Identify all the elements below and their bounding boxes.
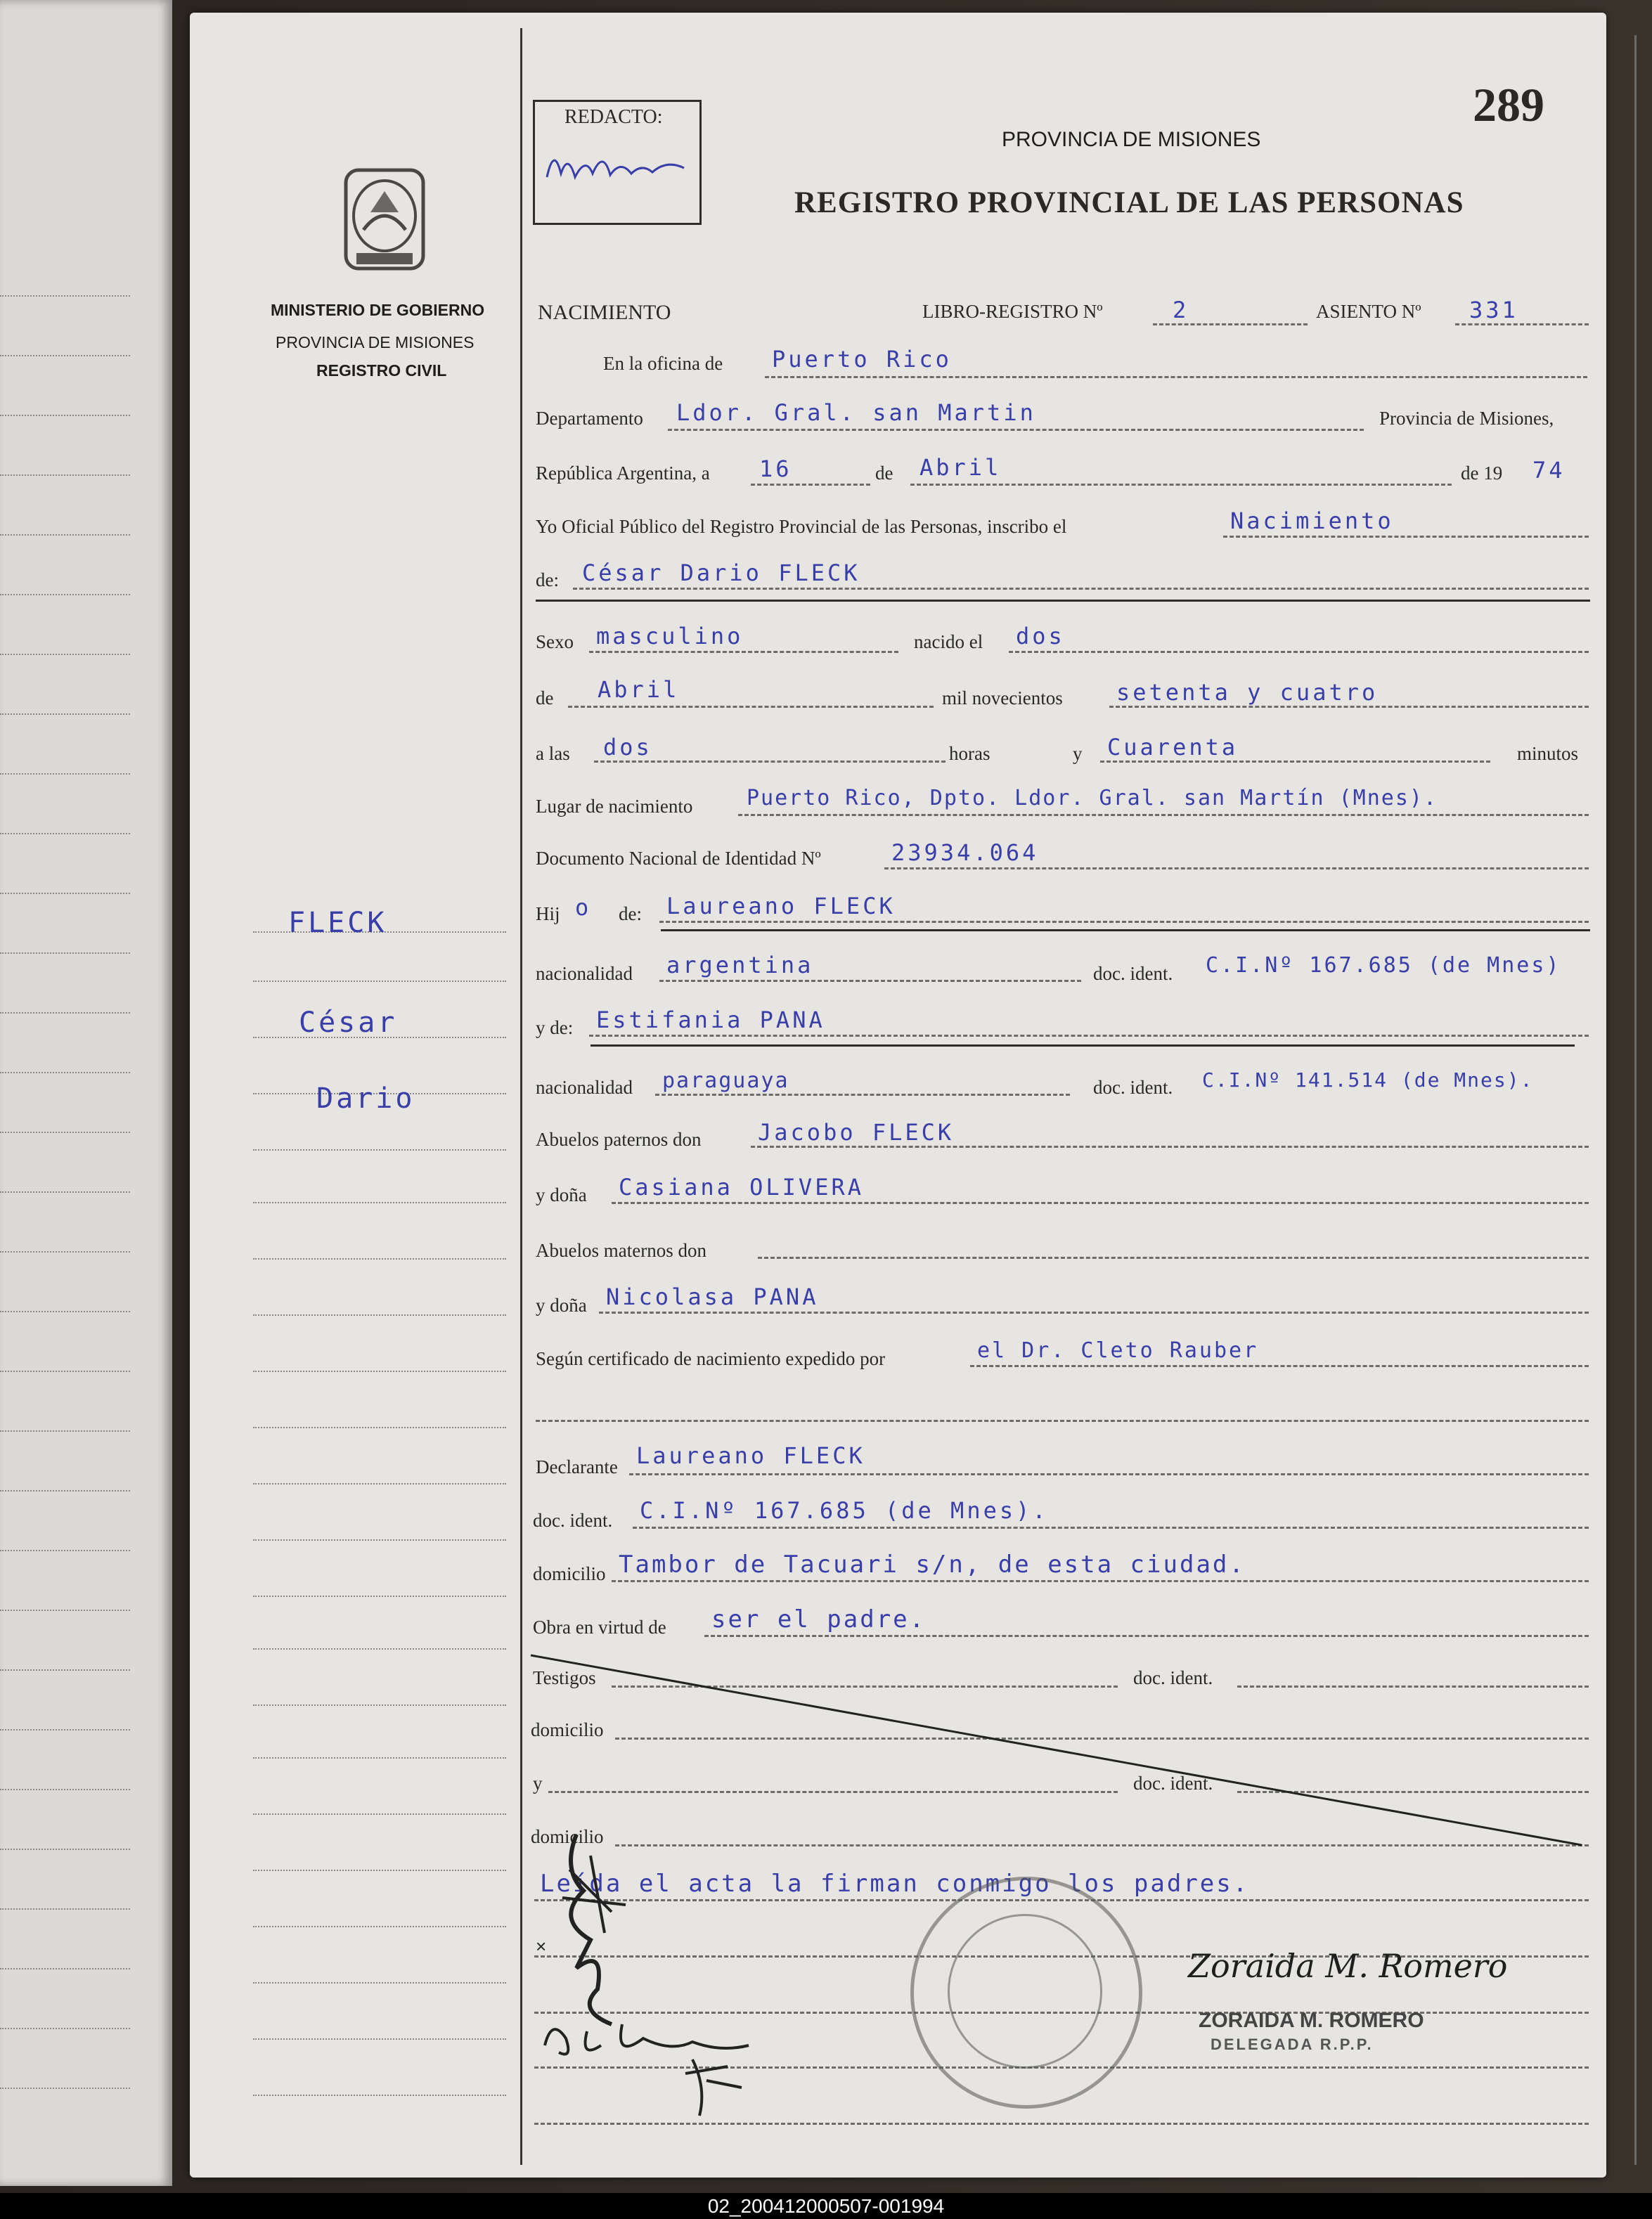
mil-label: mil novecientos: [942, 687, 1063, 709]
record-type: NACIMIENTO: [538, 301, 671, 324]
nacido-de-label: de: [536, 687, 554, 709]
testigos-domicilio-label: domicilio: [531, 1719, 604, 1740]
testigos-doc2-label: doc. ident.: [1133, 1773, 1213, 1794]
nacido-value: dos: [1016, 623, 1065, 649]
doc-padre-value: C.I.Nº 167.685 (de Mnes): [1206, 953, 1561, 978]
nombre-de-label: de:: [536, 569, 559, 590]
abuela-materna-label: y doña: [536, 1295, 587, 1316]
ministry-line-2: PROVINCIA DE MISIONES: [276, 333, 475, 351]
madre-value: Estifania PANA: [596, 1007, 825, 1033]
lugar-label: Lugar de nacimiento: [536, 796, 693, 817]
testigos-label: Testigos: [533, 1667, 596, 1688]
de-label: de: [875, 462, 893, 484]
sexo-value: masculino: [596, 623, 744, 649]
nombre-value: César Dario FLECK: [582, 559, 860, 586]
abuelos-paternos-value: Jacobo FLECK: [758, 1119, 955, 1146]
testigos-doc-label: doc. ident.: [1133, 1667, 1213, 1688]
image-id-footer: 02_200412000507-001994: [0, 2193, 1652, 2219]
mil-value: setenta y cuatro: [1116, 679, 1379, 706]
ministry-line-1: MINISTERIO DE GOBIERNO: [271, 301, 485, 319]
signatory-name: ZORAIDA M. ROMERO: [1199, 2009, 1424, 2032]
anio-value: 74: [1532, 457, 1566, 484]
margin-line: [520, 28, 522, 2165]
right-border-line: [1634, 35, 1637, 2165]
minutos-label: minutos: [1517, 743, 1579, 764]
obra-label: Obra en virtud de: [533, 1617, 666, 1638]
mother-signature: [538, 2003, 791, 2123]
margin-first-name: César: [299, 1007, 398, 1039]
nacido-label: nacido el: [914, 631, 983, 652]
yo-oficial-label: Yo Oficial Público del Registro Provincial de las Personas, inscribo el: [536, 516, 1067, 537]
redacto-label: REDACTO:: [564, 106, 663, 128]
lugar-value: Puerto Rico, Dpto. Ldor. Gral. san Martín (Mnes).: [747, 786, 1438, 810]
abuelos-maternos-label: Abuelos maternos don: [536, 1240, 706, 1261]
sexo-label: Sexo: [536, 631, 574, 652]
official-handwritten-signature: Zoraida M. Romero: [1188, 1947, 1508, 1985]
decl-doc-value: C.I.Nº 167.685 (de Mnes).: [640, 1497, 1049, 1524]
asiento-value: 331: [1469, 297, 1518, 323]
doc-madre-label: doc. ident.: [1093, 1077, 1173, 1098]
departamento-label: Departamento: [536, 408, 643, 429]
abuela-paterna-value: Casiana OLIVERA: [619, 1174, 864, 1201]
certificado-value: el Dr. Cleto Rauber: [977, 1338, 1259, 1363]
declarante-label: Declarante: [536, 1456, 618, 1477]
dni-value: 23934.064: [891, 839, 1039, 866]
y-label: y: [1073, 743, 1083, 764]
departamento-value: Ldor. Gral. san Martin: [676, 399, 1036, 426]
abuelos-paternos-label: Abuelos paternos don: [536, 1129, 702, 1150]
nacionalidad-madre-label: nacionalidad: [536, 1077, 633, 1098]
margin-second-name: Dario: [316, 1082, 415, 1115]
oficina-label: En la oficina de: [603, 353, 723, 374]
testigos-strikethrough: [527, 1652, 1589, 1849]
nacionalidad-padre-value: argentina: [666, 952, 814, 978]
dni-label: Documento Nacional de Identidad Nº: [536, 848, 821, 869]
official-stamp: [910, 1877, 1142, 2109]
abuela-paterna-label: y doña: [536, 1184, 587, 1205]
republica-label: República Argentina, a: [536, 462, 710, 484]
testigos-y-label: y: [533, 1773, 543, 1794]
decl-doc-label: doc. ident.: [533, 1510, 613, 1531]
abuela-materna-value: Nicolasa PANA: [606, 1283, 819, 1310]
asiento-label: ASIENTO Nº: [1316, 301, 1421, 322]
mes-value: Abril: [919, 454, 1002, 481]
testigos-domicilio2-label: domicilio: [531, 1826, 604, 1847]
redacto-box: [533, 100, 702, 225]
doc-padre-label: doc. ident.: [1093, 963, 1173, 984]
madre-de-label: y de:: [536, 1017, 574, 1038]
registry-title: REGISTRO PROVINCIAL DE LAS PERSONAS: [794, 186, 1464, 219]
margin-surname: FLECK: [288, 907, 387, 939]
dia-value: 16: [759, 455, 792, 482]
signatory-title: DELEGADA R.P.P.: [1211, 2036, 1374, 2053]
province-heading: PROVINCIA DE MISIONES: [1002, 128, 1261, 151]
provincia-suffix: Provincia de Misiones,: [1379, 408, 1554, 429]
alas-value: dos: [603, 734, 652, 761]
ministry-line-3: REGISTRO CIVIL: [316, 361, 447, 380]
domicilio-label: domicilio: [533, 1563, 606, 1584]
redacto-signature: [543, 138, 691, 195]
anio-label: de 19: [1461, 462, 1503, 484]
doc-madre-value: C.I.Nº 141.514 (de Mnes).: [1202, 1068, 1534, 1092]
domicilio-value: Tambor de Tacuari s/n, de esta ciudad.: [619, 1551, 1246, 1579]
horas-label: horas: [949, 743, 990, 764]
hijo-o: o: [575, 894, 592, 921]
hijo-label: Hij: [536, 903, 560, 924]
hijo-de-label: de:: [619, 903, 642, 924]
libro-value: 2: [1173, 297, 1189, 323]
nacido-mes: Abril: [598, 676, 680, 703]
nacionalidad-padre-label: nacionalidad: [536, 963, 633, 984]
libro-label: LIBRO-REGISTRO Nº: [922, 301, 1103, 322]
minutos-value: Cuarenta: [1107, 734, 1239, 761]
coat-of-arms-icon: [332, 163, 437, 276]
page-number: 289: [1473, 78, 1544, 131]
certificado-label: Según certificado de nacimiento expedido por: [536, 1348, 886, 1369]
left-page: [0, 0, 172, 2186]
closing-text: Leída el acta la firman conmigo los padres.: [540, 1870, 1250, 1898]
svg-text:×: ×: [536, 1936, 547, 1957]
padre-value: Laureano FLECK: [666, 893, 896, 919]
oficina-value: Puerto Rico: [772, 346, 952, 373]
alas-label: a las: [536, 743, 570, 764]
obra-value: ser el padre.: [711, 1605, 927, 1633]
nacionalidad-madre-value: paraguaya: [662, 1068, 789, 1093]
yo-oficial-value: Nacimiento: [1230, 507, 1394, 534]
declarante-value: Laureano FLECK: [636, 1442, 865, 1469]
